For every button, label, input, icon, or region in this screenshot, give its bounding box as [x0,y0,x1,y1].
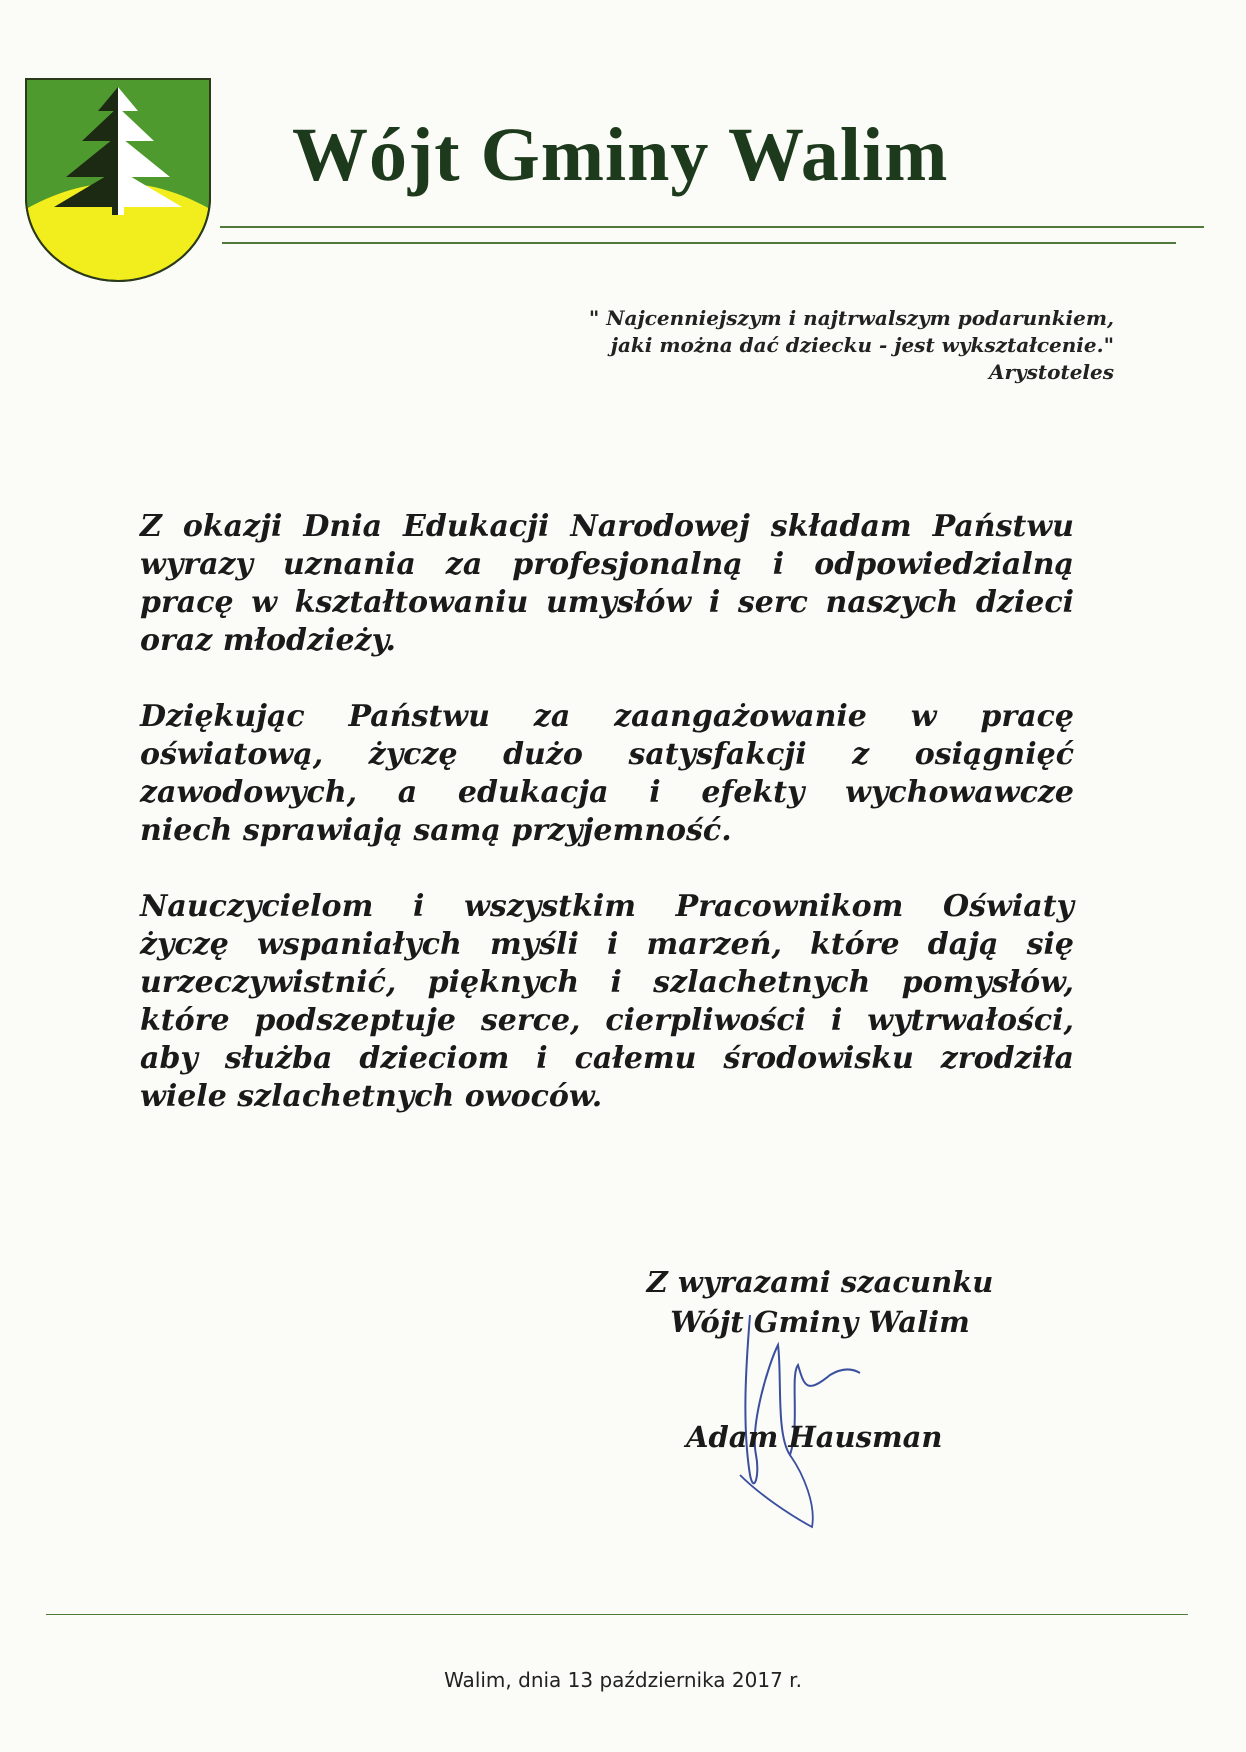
letter-body [140,508,1074,1154]
epigraph-quote [589,305,1114,386]
text-line: Z okazji Dnia Edukacji Narodowej składam Państwu [140,509,1074,544]
header-divider [222,242,1176,244]
text-line: Nauczycielom i wszystkim Pracownikom Oświaty [140,889,1074,924]
signer-name: Adam Hausman [686,1420,943,1454]
header-divider [220,226,1204,228]
quote-author: Arystoteles [988,360,1114,384]
text-line: oświatową, życzę dużo satysfakcji z osiągnięć [140,737,1074,772]
letter-paragraph [140,508,1074,660]
text-line: pracę w kształtowaniu umysłów i serc naszych dzieci [140,585,1074,620]
place-and-date: Walim, dnia 13 października 2017 r. [444,1668,802,1692]
text-line: oraz młodzieży. [140,623,396,658]
footer-divider [46,1614,1188,1615]
coat-of-arms-spruce-icon [24,77,212,283]
text-line: zawodowych, a edukacja i efekty wychowawcze [140,775,1074,810]
text-line: urzeczywistnić, pięknych i szlachetnych pomysłów, [140,965,1074,1000]
page-title: Wójt Gminy Walim [292,113,949,197]
text-line: życzę wspaniałych myśli i marzeń, które dają się [140,927,1074,962]
letter-paragraph [140,888,1074,1116]
letter-paragraph [140,698,1074,850]
text-line: wiele szlachetnych owoców. [140,1079,603,1114]
quote-line: jaki można dać dziecku - jest wykształcenie." [610,333,1114,357]
text-line: aby służba dzieciom i całemu środowisku zrodziła [140,1041,1074,1076]
text-line: które podszeptuje serce, cierpliwości i wytrwałości, [140,1003,1074,1038]
quote-line: " Najcenniejszym i najtrwalszym podarunkiem, [588,306,1114,330]
text-line: niech sprawiają samą przyjemność. [140,813,732,848]
text-line: Dziękując Państwu za zaangażowanie w pracę [140,699,1074,734]
closing-regards: Z wyrazami szacunku [646,1265,994,1299]
closing-office: Wójt Gminy Walim [670,1305,970,1339]
text-line: wyrazy uznania za profesjonalną i odpowiedzialną [140,547,1074,582]
